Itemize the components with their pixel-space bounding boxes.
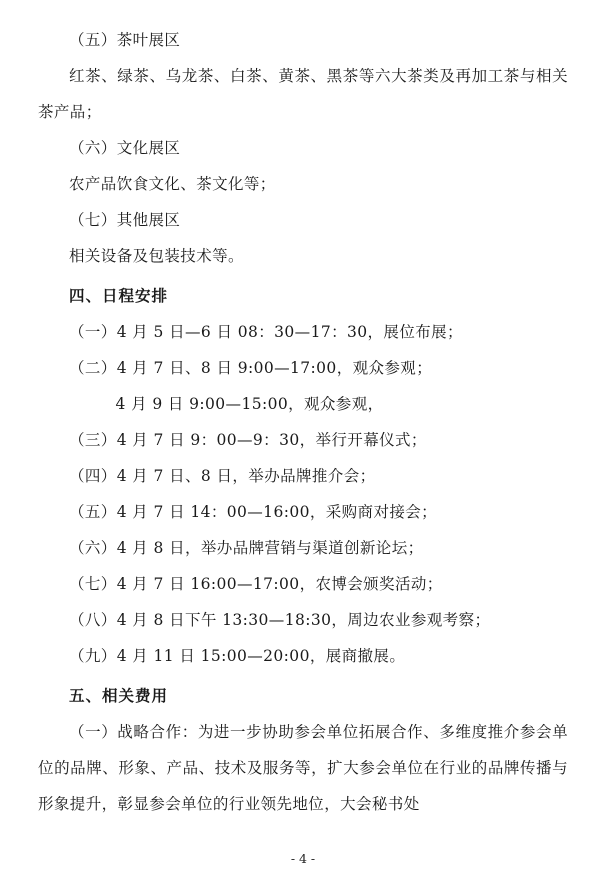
section-title-other-zone: （七）其他展区 xyxy=(69,211,181,229)
schedule-item-3: （三）4 月 7 日 9：00—9：30，举行开幕仪式； xyxy=(69,431,427,449)
schedule-item-4: （四）4 月 7 日、8 日，举办品牌推介会； xyxy=(69,467,376,485)
schedule-item-9: （九）4 月 11 日 15:00—20:00，展商撤展。 xyxy=(69,647,406,665)
section-title-tea-zone: （五）茶叶展区 xyxy=(69,31,181,49)
page-number: - 4 - xyxy=(290,851,316,866)
heading-schedule: 四、日程安排 xyxy=(69,286,169,305)
paragraph-culture-content: 农产品饮食文化、茶文化等； xyxy=(69,175,276,193)
schedule-item-8: （八）4 月 8 日下午 13:30—18:30，周边农业参观考察； xyxy=(69,611,491,629)
schedule-item-2: （二）4 月 7 日、8 日 9:00—17:00，观众参观； xyxy=(69,359,433,377)
schedule-item-2-sub: 4 月 9 日 9:00—15:00，观众参观， xyxy=(115,395,384,413)
heading-fees: 五、相关费用 xyxy=(69,686,169,705)
schedule-item-1: （一）4 月 5 日—6 日 08：30—17：30，展位布展； xyxy=(69,323,463,341)
schedule-item-7: （七）4 月 7 日 16:00—17:00，农博会颁奖活动； xyxy=(69,575,443,593)
schedule-item-6: （六）4 月 8 日，举办品牌营销与渠道创新论坛； xyxy=(69,539,424,557)
paragraph-strategic-cooperation: （一）战略合作：为进一步协助参会单位拓展合作、多维度推介参会单位的品牌、形象、产品、技术及服务等，扩大参会单位在行业的品牌传播与形象提升，彰显参会单位的行业领先地位，大会秘书处 xyxy=(38,723,568,813)
section-title-culture-zone: （六）文化展区 xyxy=(69,139,181,157)
schedule-item-5: （五）4 月 7 日 14：00—16:00，采购商对接会； xyxy=(69,503,438,521)
paragraph-other-content: 相关设备及包装技术等。 xyxy=(69,247,244,265)
paragraph-tea-products: 红茶、绿茶、乌龙茶、白茶、黄茶、黑茶等六大茶类及再加工茶与相关茶产品； xyxy=(38,67,568,121)
document-body xyxy=(38,22,568,822)
